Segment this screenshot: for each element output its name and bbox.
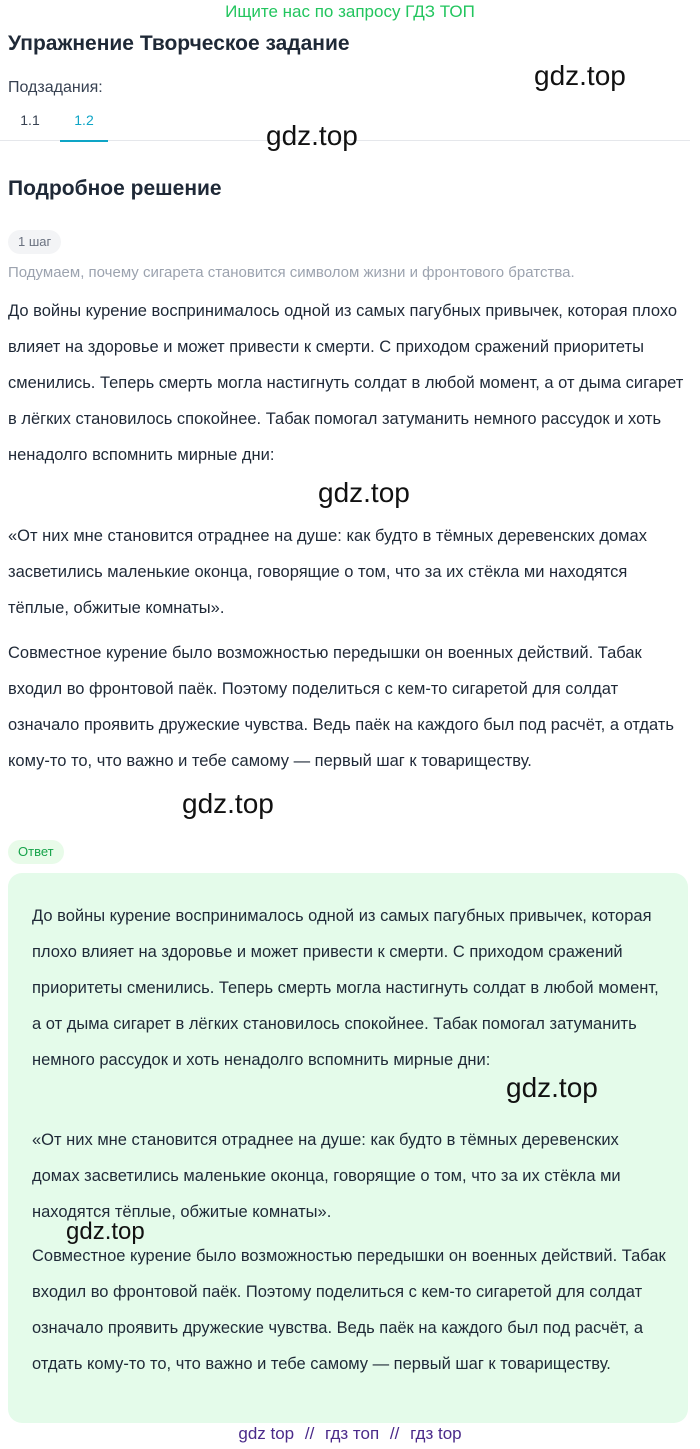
subtasks-label: Подзадания: [8, 79, 103, 96]
footer-separator: // [304, 1424, 315, 1443]
step-badge: 1 шаг [8, 230, 61, 254]
solution-paragraph: До войны курение воспринималось одной из самых пагубных привычек, которая плохо влияет на здоровье и может привести к смерти. С приходом сражений приоритеты сменились. Теперь смерть могла настигнуть солдат в любой момент, а от дыма сигарет в лёгких становилось спокойнее. Табак помогал затуманить немного рассудок и хоть ненадолго вспомнить мирные дни: [8, 302, 684, 464]
footer-link[interactable]: гдз топ [325, 1424, 380, 1443]
step-hint: Подумаем, почему сигарета становится символом жизни и фронтового братства. [8, 264, 575, 281]
answer-quote: «От них мне становится отраднее на душе: как будто в тёмных деревенских домах засветились маленькие оконца, говорящие о том, что за их стёкла ми находятся тёплые, обжитые комнаты». [32, 1131, 621, 1221]
footer-link[interactable]: гдз top [410, 1424, 462, 1443]
answer-box [8, 873, 688, 1423]
watermark: gdz.top [318, 477, 410, 508]
exercise-title: Упражнение Творческое задание [8, 32, 350, 55]
footer-separator: // [389, 1424, 400, 1443]
answer-paragraph: До войны курение воспринималось одной из самых пагубных привычек, которая плохо влияет на здоровье и может привести к смерти. С приходом сражений приоритеты сменились. Теперь смерть могла настигнуть солдат в любой момент, а от дыма сигарет в лёгких становилось спокойнее. Табак помогал затуманить немного рассудок и хоть ненадолго вспомнить мирные дни: [32, 907, 659, 1069]
watermark: gdz.top [66, 1218, 145, 1245]
watermark: gdz.top [506, 1072, 598, 1103]
footer-link[interactable]: gdz top [238, 1424, 295, 1443]
answer-paragraph: Совместное курение было возможностью передышки он военных действий. Табак входил во фронтовой паёк. Поэтому поделиться с кем-то сигаретой для солдат означало проявить дружеские чувства. Ведь паёк на каждого был под расчёт, а отдать кому-то то, что важно и тебе самому — первый шаг к товариществу. [32, 1247, 666, 1373]
watermark: gdz.top [534, 60, 626, 91]
tab-1-2[interactable]: 1.2 [60, 110, 108, 142]
tab-1-1[interactable]: 1.1 [20, 112, 40, 128]
footer-links [0, 1422, 700, 1449]
watermark: gdz.top [266, 120, 358, 151]
answer-badge: Ответ [8, 840, 64, 864]
solution-paragraph: Совместное курение было возможностью передышки он военных действий. Табак входил во фронтовой паёк. Поэтому поделиться с кем-то сигаретой для солдат означало проявить дружеские чувства. Ведь паёк на каждого был под расчёт, а отдать кому-то то, что важно и тебе самому — первый шаг к товариществу. [8, 644, 675, 770]
watermark: gdz.top [182, 788, 274, 819]
solution-quote: «От них мне становится отраднее на душе: как будто в тёмных деревенских домах засветились маленькие оконца, говорящие о том, что за их стёкла ми находятся тёплые, обжитые комнаты». [8, 527, 647, 617]
solution-title: Подробное решение [8, 177, 222, 200]
search-banner: Ищите нас по запросу ГДЗ ТОП [225, 2, 475, 21]
